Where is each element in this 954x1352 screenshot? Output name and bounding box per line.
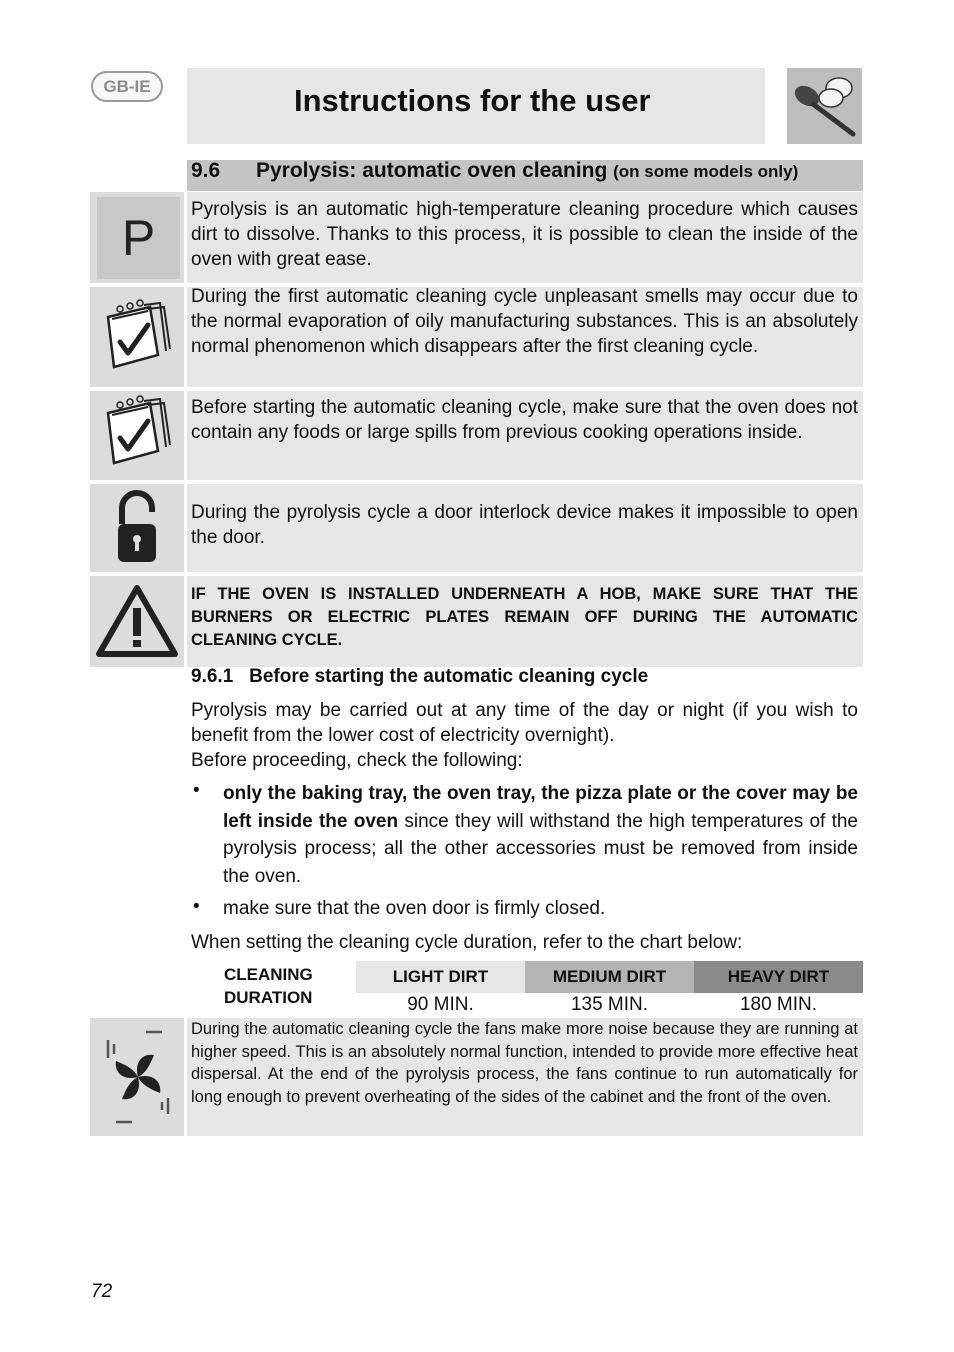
page-title: Instructions for the user [294, 83, 651, 118]
padlock-open-icon [90, 484, 184, 572]
bullet-1-marker: • [193, 780, 200, 801]
note2-icon-cell [90, 391, 184, 480]
fan-icon [90, 1018, 184, 1136]
table-label-line-1: CLEANING [224, 965, 313, 984]
bullet-1-bold: only the baking tray, the oven tray, the pizza plate or the cover may be left inside the oven [223, 783, 858, 832]
section-title-text: Pyrolysis: automatic oven cleaning [256, 159, 608, 182]
fan-paragraph: During the automatic cleaning cycle the fans make more noise because they are running at higher speed. This is an absolutely normal function, intended to provide more effective heat dispersal. At the end of the pyrolysis process, the fans continue to run automatically for long enough to prevent overheating of the sides of the cabinet and the front of the oven. [191, 1020, 858, 1106]
letter-p-icon: P [97, 197, 180, 279]
subsection-number: 9.6.1 [191, 666, 234, 687]
page-number: 72 [91, 1281, 113, 1302]
lock-paragraph: During the pyrolysis cycle a door interlock device makes it impossible to open the door. [191, 502, 858, 548]
subsection-paragraph-1: Pyrolysis may be carried out at any time of the day or night (if you wish to benefit from the lower cost of electricity overnight). [191, 700, 858, 746]
warning-triangle-icon [90, 576, 184, 667]
subsection-heading [191, 666, 648, 688]
table-row-label [224, 963, 313, 1009]
region-badge: GB-IE [91, 71, 163, 102]
chart-intro: When setting the cleaning cycle duration, refer to the chart below: [191, 932, 743, 953]
fan-icon-cell [90, 1018, 184, 1136]
bullet-2: make sure that the oven door is firmly closed. [223, 898, 606, 919]
table-header-heavy: HEAVY DIRT [694, 961, 863, 993]
bullet-2-marker: • [193, 896, 200, 917]
subsection-paragraph-2: Before proceeding, check the following: [191, 750, 523, 771]
note1-icon-cell [90, 287, 184, 387]
notepad-check-icon [90, 287, 184, 387]
section-number: 9.6 [191, 159, 221, 182]
notepad-check-icon [90, 391, 184, 480]
intro-paragraph: Pyrolysis is an automatic high-temperature cleaning procedure which causes dirt to dissolve. Thanks to this process, it is possible to clean the inside of the oven with great ease. [191, 199, 858, 270]
table-cell-light: 90 MIN. [407, 994, 474, 1015]
section-title [256, 159, 798, 183]
table-header-medium: MEDIUM DIRT [525, 961, 694, 993]
note2-paragraph: Before starting the automatic cleaning cycle, make sure that the oven does not contain any foods or large spills from previous cooking operations inside. [191, 397, 858, 443]
table-header-light: LIGHT DIRT [356, 961, 525, 993]
note1-paragraph: During the first automatic cleaning cycle unpleasant smells may occur due to the normal evaporation of oily manufacturing substances. This is an absolutely normal phenomenon which disappears after the first cleaning cycle. [191, 286, 858, 357]
table-cell-heavy: 180 MIN. [739, 994, 818, 1015]
warning-icon-cell [90, 576, 184, 667]
warning-paragraph: IF THE OVEN IS INSTALLED UNDERNEATH A HOB, MAKE SURE THAT THE BURNERS OR ELECTRIC PLATES REMAIN OFF DURING THE AUTOMATIC CLEANING CYCLE. [191, 585, 858, 649]
bullet-1 [223, 780, 858, 890]
subsection-title: Before starting the automatic cleaning cycle [249, 666, 649, 687]
chef-spoon-icon [787, 68, 862, 144]
table-cell-medium: 135 MIN. [570, 994, 649, 1015]
table-label-line-2: DURATION [224, 988, 313, 1007]
bullet-1-rest: since they will withstand the high temperatures of the pyrolysis process; all the other accessories must be removed from inside the oven. [223, 810, 859, 887]
lock-icon-cell [90, 484, 184, 572]
section-qualifier: (on some models only) [613, 162, 799, 181]
